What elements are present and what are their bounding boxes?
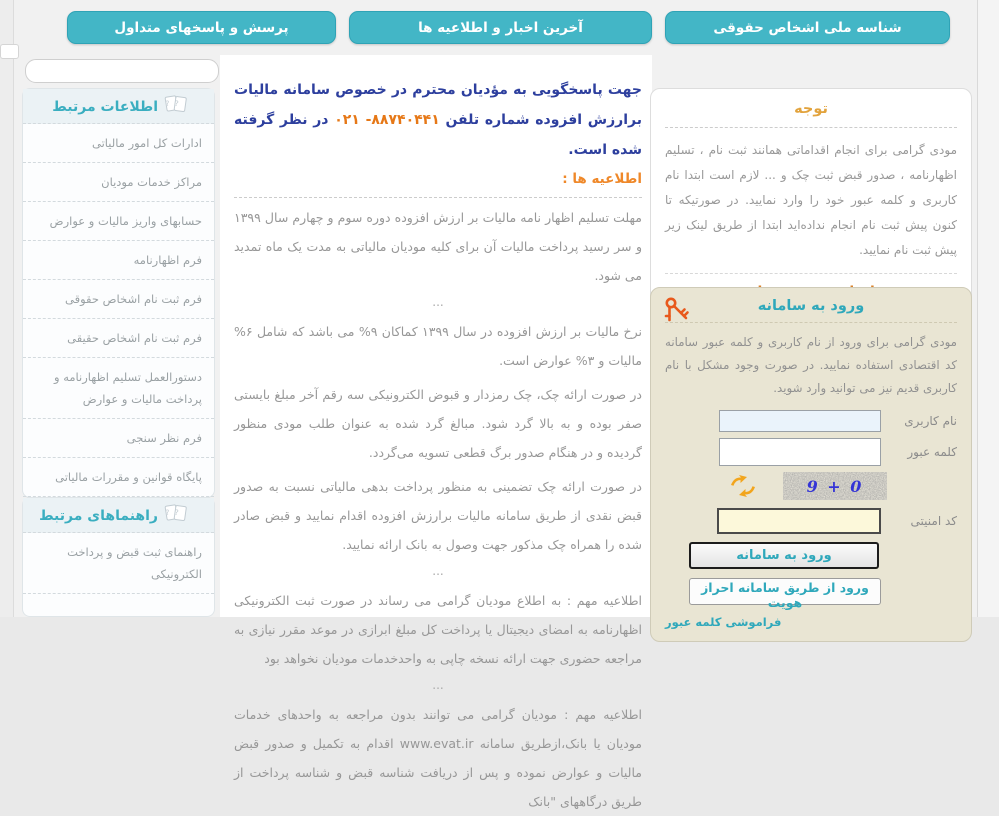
announcement-paragraph: اطلاعیه مهم : مودیان گرامی می توانند بدون مراجعه به واحدهای خدمات مودیان یا بانک،ازطریق سامانه www.evat.ir اقدام به تکمیل و صدور قبض مالیات و عوارض نموده و پس از دریافت شناسه قبض و شناسه پرداخت از طریق درگاههای "بانک xyxy=(234,707,642,809)
svg-text:?: ? xyxy=(164,98,171,109)
divider xyxy=(665,322,957,323)
top-nav-button[interactable]: آخرین اخبار و اطلاعیه ها xyxy=(349,11,652,44)
divider xyxy=(234,197,642,198)
sidebar-item[interactable]: حسابهای واریز مالیات و عوارض xyxy=(23,202,214,241)
top-nav-button[interactable]: شناسه ملی اشخاص حقوقی xyxy=(665,11,950,44)
sso-login-button[interactable]: ورود از طریق سامانه احراز هویت xyxy=(689,578,881,605)
captcha-row xyxy=(665,472,957,500)
divider xyxy=(665,127,957,128)
sidebar-item[interactable]: دستورالعمل تسلیم اظهارنامه و پرداخت مالیات و عوارض xyxy=(23,358,214,419)
forgot-password-link[interactable]: فراموشی کلمه عبور xyxy=(665,615,782,629)
sidebar-section-header xyxy=(23,89,214,124)
password-row xyxy=(665,438,957,466)
password-input[interactable] xyxy=(719,438,881,466)
svg-text:?: ? xyxy=(173,98,180,109)
phone-number: ۸۸۷۴۰۴۴۱- ۰۲۱ xyxy=(334,112,440,128)
captcha-refresh-icon[interactable] xyxy=(729,475,757,497)
sidebar-search-input[interactable] xyxy=(25,59,219,83)
sidebar-card xyxy=(22,88,215,498)
top-nav xyxy=(14,0,978,55)
announcement-paragraph: در صورت ارائه چک، چک رمزدار و قبوض الکترونیکی سه رقم آخر مبلغ بایستی صفر بوده و به بالا گرد شود. مبالغ گرد شده به عنوان طلب مودی منظور گردیده و در هنگام صدور برگ قطعی تسویه می‌گردد. xyxy=(234,387,642,460)
sidebar-item[interactable]: مراکز خدمات مودیان xyxy=(23,163,214,202)
login-panel xyxy=(650,287,972,642)
password-label: کلمه عبور xyxy=(907,445,957,459)
heading-text: جهت پاسخگویی به مؤدیان محترم در خصوص سامانه مالیات برارزش افزوده شماره تلفن xyxy=(234,82,643,128)
sidebar-item[interactable]: ادارات کل امور مالیاتی xyxy=(23,124,214,163)
sidebar-item[interactable]: راهنمای ثبت قبض و پرداخت الکترونیکی xyxy=(23,533,214,594)
captcha-code-label: کد امنیتی xyxy=(910,514,957,528)
sidebar-item[interactable]: فرم ثبت نام اشخاص حقوقی xyxy=(23,280,214,319)
separator-dots: ... xyxy=(432,678,444,692)
announcements-title: اطلاعیه ها : xyxy=(562,171,642,187)
sidebar-section-title: راهنماهای مرتبط xyxy=(39,508,158,524)
left-edge-strip xyxy=(0,0,14,617)
captcha-code-row xyxy=(665,508,957,534)
top-nav-button[interactable]: پرسش و پاسخهای متداول xyxy=(67,11,336,44)
notice-body: مودی گرامی برای انجام اقداماتی همانند ثبت نام ، تسلیم اظهارنامه ، صدور قبض ثبت چک و ... لازم است ابتدا نام کاربری و کلمه عبور خود را وارد نمایید. در صورتیکه تا کنون پیش ثبت نام انجام نداده‌اید ابتدا از طریق لینک زیر پیش ثبت نام نمایید. xyxy=(665,143,957,257)
separator-dots: ... xyxy=(432,564,444,578)
login-button[interactable]: ورود به سامانه xyxy=(689,542,879,569)
sidebar-card xyxy=(22,497,215,617)
sidebar-item[interactable]: فرم اظهارنامه xyxy=(23,241,214,280)
sidebar-item[interactable]: پایگاه قوانین و مقررات مالیاتی xyxy=(23,458,214,497)
announcement-paragraph: مهلت تسلیم اظهار نامه مالیات بر ارزش افزوده دوره سوم و چهارم سال ۱۳۹۹ و سر رسید پرداخت مالیات آن برای کلیه مودیان مالیاتی به مدت یک ماه تمدید می شود. xyxy=(234,210,642,283)
corner-box xyxy=(0,44,19,59)
sidebar-item[interactable]: فرم نظر سنجی xyxy=(23,419,214,458)
announcement-paragraph: اطلاعیه مهم : به اطلاع مودیان گرامی می رساند در صورت ثبت الکترونیکی اظهارنامه به امضای دیجیتال یا پرداخت کل مبلغ ابرازی در موعد مقرر نیازی به مراجعه حضوری جهت ارائه نسخه چاپی به واحدخدمات مودیان نخواهد بود xyxy=(234,593,642,666)
svg-text:?: ? xyxy=(164,507,171,518)
documents-icon xyxy=(163,502,190,525)
username-row xyxy=(665,410,957,432)
sidebar-item[interactable]: فرم ثبت نام اشخاص حقیقی xyxy=(23,319,214,358)
captcha-text: 0 + 9 xyxy=(806,476,864,496)
support-phone-heading xyxy=(234,75,642,165)
sidebar-section-header xyxy=(23,498,214,533)
username-input[interactable] xyxy=(719,410,881,432)
separator-dots: ... xyxy=(432,295,444,309)
keys-icon xyxy=(661,295,693,325)
announcement-paragraph: در صورت ارائه چک تضمینی به منظور پرداخت بدهی مالیاتی نسبت به صدور قبض نقدی از طریق سامانه مالیات برارزش افزوده اقدام نمایید و قبض صادر شده را همراه چک مذکور جهت وصول به بانک ارائه نمایید. xyxy=(234,479,642,552)
documents-icon xyxy=(163,93,190,116)
announcements-list xyxy=(234,203,642,816)
right-edge-strip xyxy=(977,0,999,617)
svg-text:?: ? xyxy=(173,507,180,518)
announcement-paragraph: نرخ مالیات بر ارزش افزوده در سال ۱۳۹۹ کماکان ۹% می باشد که شامل ۶% مالیات و ۳% عوارض است. xyxy=(234,324,642,368)
login-title: ورود به سامانه xyxy=(757,298,865,314)
heading-text-end: در نظر گرفته شده است. xyxy=(234,112,642,158)
notice-title: توجه xyxy=(794,101,828,117)
login-body: مودی گرامی برای ورود از نام کاربری و کلمه عبور سامانه کد اقتصادی استفاده نمایید. در صورت وجود مشکل با نام کاربری قدیم نیز می توانید وارد شوید. xyxy=(665,335,957,395)
sidebar-section-title: اطلاعات مرتبط xyxy=(52,99,158,115)
username-label: نام کاربری xyxy=(904,414,957,428)
main-content xyxy=(220,55,652,809)
captcha-image xyxy=(783,472,887,500)
captcha-code-input[interactable] xyxy=(717,508,881,534)
